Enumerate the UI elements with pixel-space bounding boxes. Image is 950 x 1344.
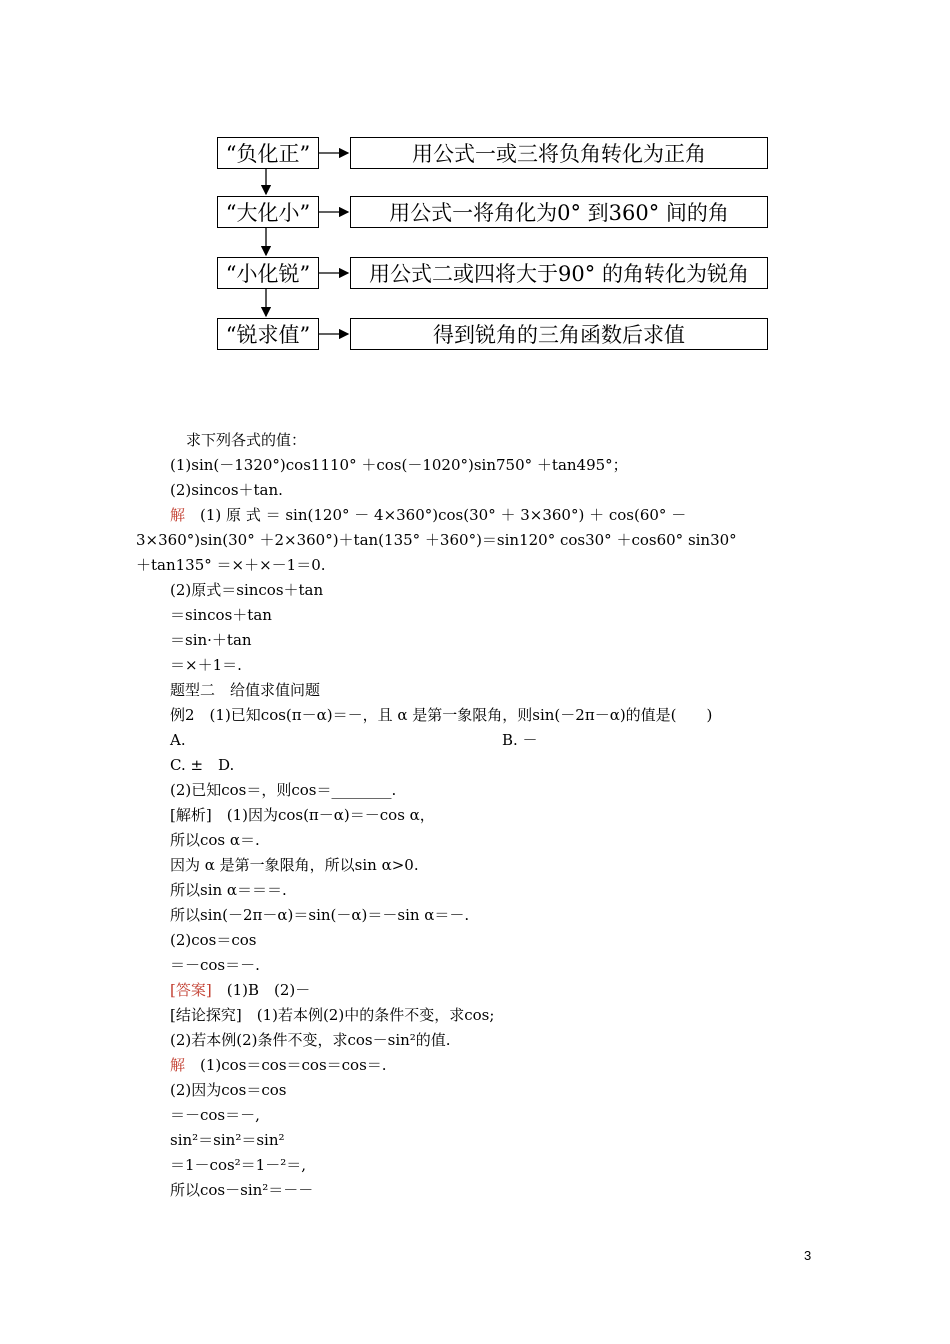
flow-step-3-label: “小化锐” — [217, 257, 319, 289]
answer-line — [136, 978, 816, 1003]
document-body — [136, 428, 816, 1203]
answer-value: (1)B (2)－ — [211, 981, 311, 999]
analysis-line-5: 所以sin(－2π－α)＝sin(－α)＝－sin α＝－. — [170, 906, 470, 924]
example-2-question-1: 例2 (1)已知cos(π－α)＝－，且 α 是第一象限角，则sin(－2π－α)的值是( ) — [170, 706, 713, 724]
solution-3-line-3: ＝－cos＝－, — [170, 1106, 260, 1124]
page-number: 3 — [804, 1248, 812, 1263]
flow-step-4-desc: 得到锐角的三角函数后求值 — [350, 318, 768, 350]
answer-tag: [答案] — [170, 981, 212, 999]
solution-2-line-3: ＝sin·＋tan — [170, 631, 252, 649]
section-heading: 题型二 给值求值问题 — [170, 681, 321, 699]
flow-step-2-desc: 用公式一将角化为0° 到360° 间的角 — [350, 196, 768, 228]
solution-3-line-6: 所以cos－sin²＝－－ — [170, 1181, 314, 1199]
flow-step-3-desc: 用公式二或四将大于90° 的角转化为锐角 — [350, 257, 768, 289]
solution-3-line-2: (2)因为cos＝cos — [170, 1081, 287, 1099]
solution-3-line-1 — [136, 1053, 816, 1078]
options-ab — [136, 728, 816, 753]
flow-step-2-label: “大化小” — [217, 196, 319, 228]
solution-3-line-1-text: (1)cos＝cos＝cos＝cos＝. — [185, 1056, 387, 1074]
solution-2-line-4: ＝×＋1＝. — [170, 656, 242, 674]
options-cd: C. ± D. — [170, 756, 235, 774]
intro-text: 求下列各式的值： — [186, 431, 307, 449]
extension-line-1: [结论探究] (1)若本例(2)中的条件不变，求cos; — [170, 1006, 495, 1024]
solution-2-line-2: ＝sincos＋tan — [170, 606, 272, 624]
option-a: A. — [170, 731, 186, 749]
solution-1-line-3: ＋tan135° ＝×＋×－1＝0. — [136, 556, 326, 574]
analysis-line-6: (2)cos＝cos — [170, 931, 257, 949]
analysis-line-1: [解析] (1)因为cos(π－α)＝－cos α， — [170, 806, 435, 824]
solution-1-line-1 — [136, 503, 816, 528]
solution-tag: 解 — [170, 506, 186, 524]
solution-3-line-4: sin²＝sin²＝sin² — [170, 1131, 285, 1149]
question-1: (1)sin(－1320°)cos1110° ＋cos(－1020°)sin750° ＋tan495°； — [170, 456, 628, 474]
analysis-line-2: 所以cos α＝. — [170, 831, 260, 849]
solution-2-line-1: (2)原式＝sincos＋tan — [170, 581, 324, 599]
flow-step-1-label: “负化正” — [217, 137, 319, 169]
solution-1-line-1-text: (1) 原 式 ＝ sin(120° － 4×360°)cos(30° ＋ 3×360°) ＋ cos(60° － — [200, 506, 687, 524]
analysis-line-4: 所以sin α＝＝＝. — [170, 881, 287, 899]
solution-3-tag: 解 — [170, 1056, 186, 1074]
extension-line-2: (2)若本例(2)条件不变，求cos－sin²的值. — [170, 1031, 451, 1049]
flowchart — [206, 128, 784, 365]
option-b: B. － — [502, 731, 538, 749]
flow-step-1-desc: 用公式一或三将负角转化为正角 — [350, 137, 768, 169]
solution-3-line-5: ＝1－cos²＝1－²＝, — [170, 1156, 307, 1174]
solution-1-line-2: 3×360°)sin(30° ＋2×360°)＋tan(135° ＋360°)＝sin120° cos30° ＋cos60° sin30° — [136, 531, 737, 549]
flow-step-4-label: “锐求值” — [217, 318, 319, 350]
example-2-question-2: (2)已知cos＝，则cos＝________. — [170, 781, 397, 799]
analysis-line-3: 因为 α 是第一象限角，所以sin α>0. — [170, 856, 419, 874]
analysis-line-7: ＝－cos＝－. — [170, 956, 260, 974]
question-2: (2)sincos＋tan. — [170, 481, 283, 499]
